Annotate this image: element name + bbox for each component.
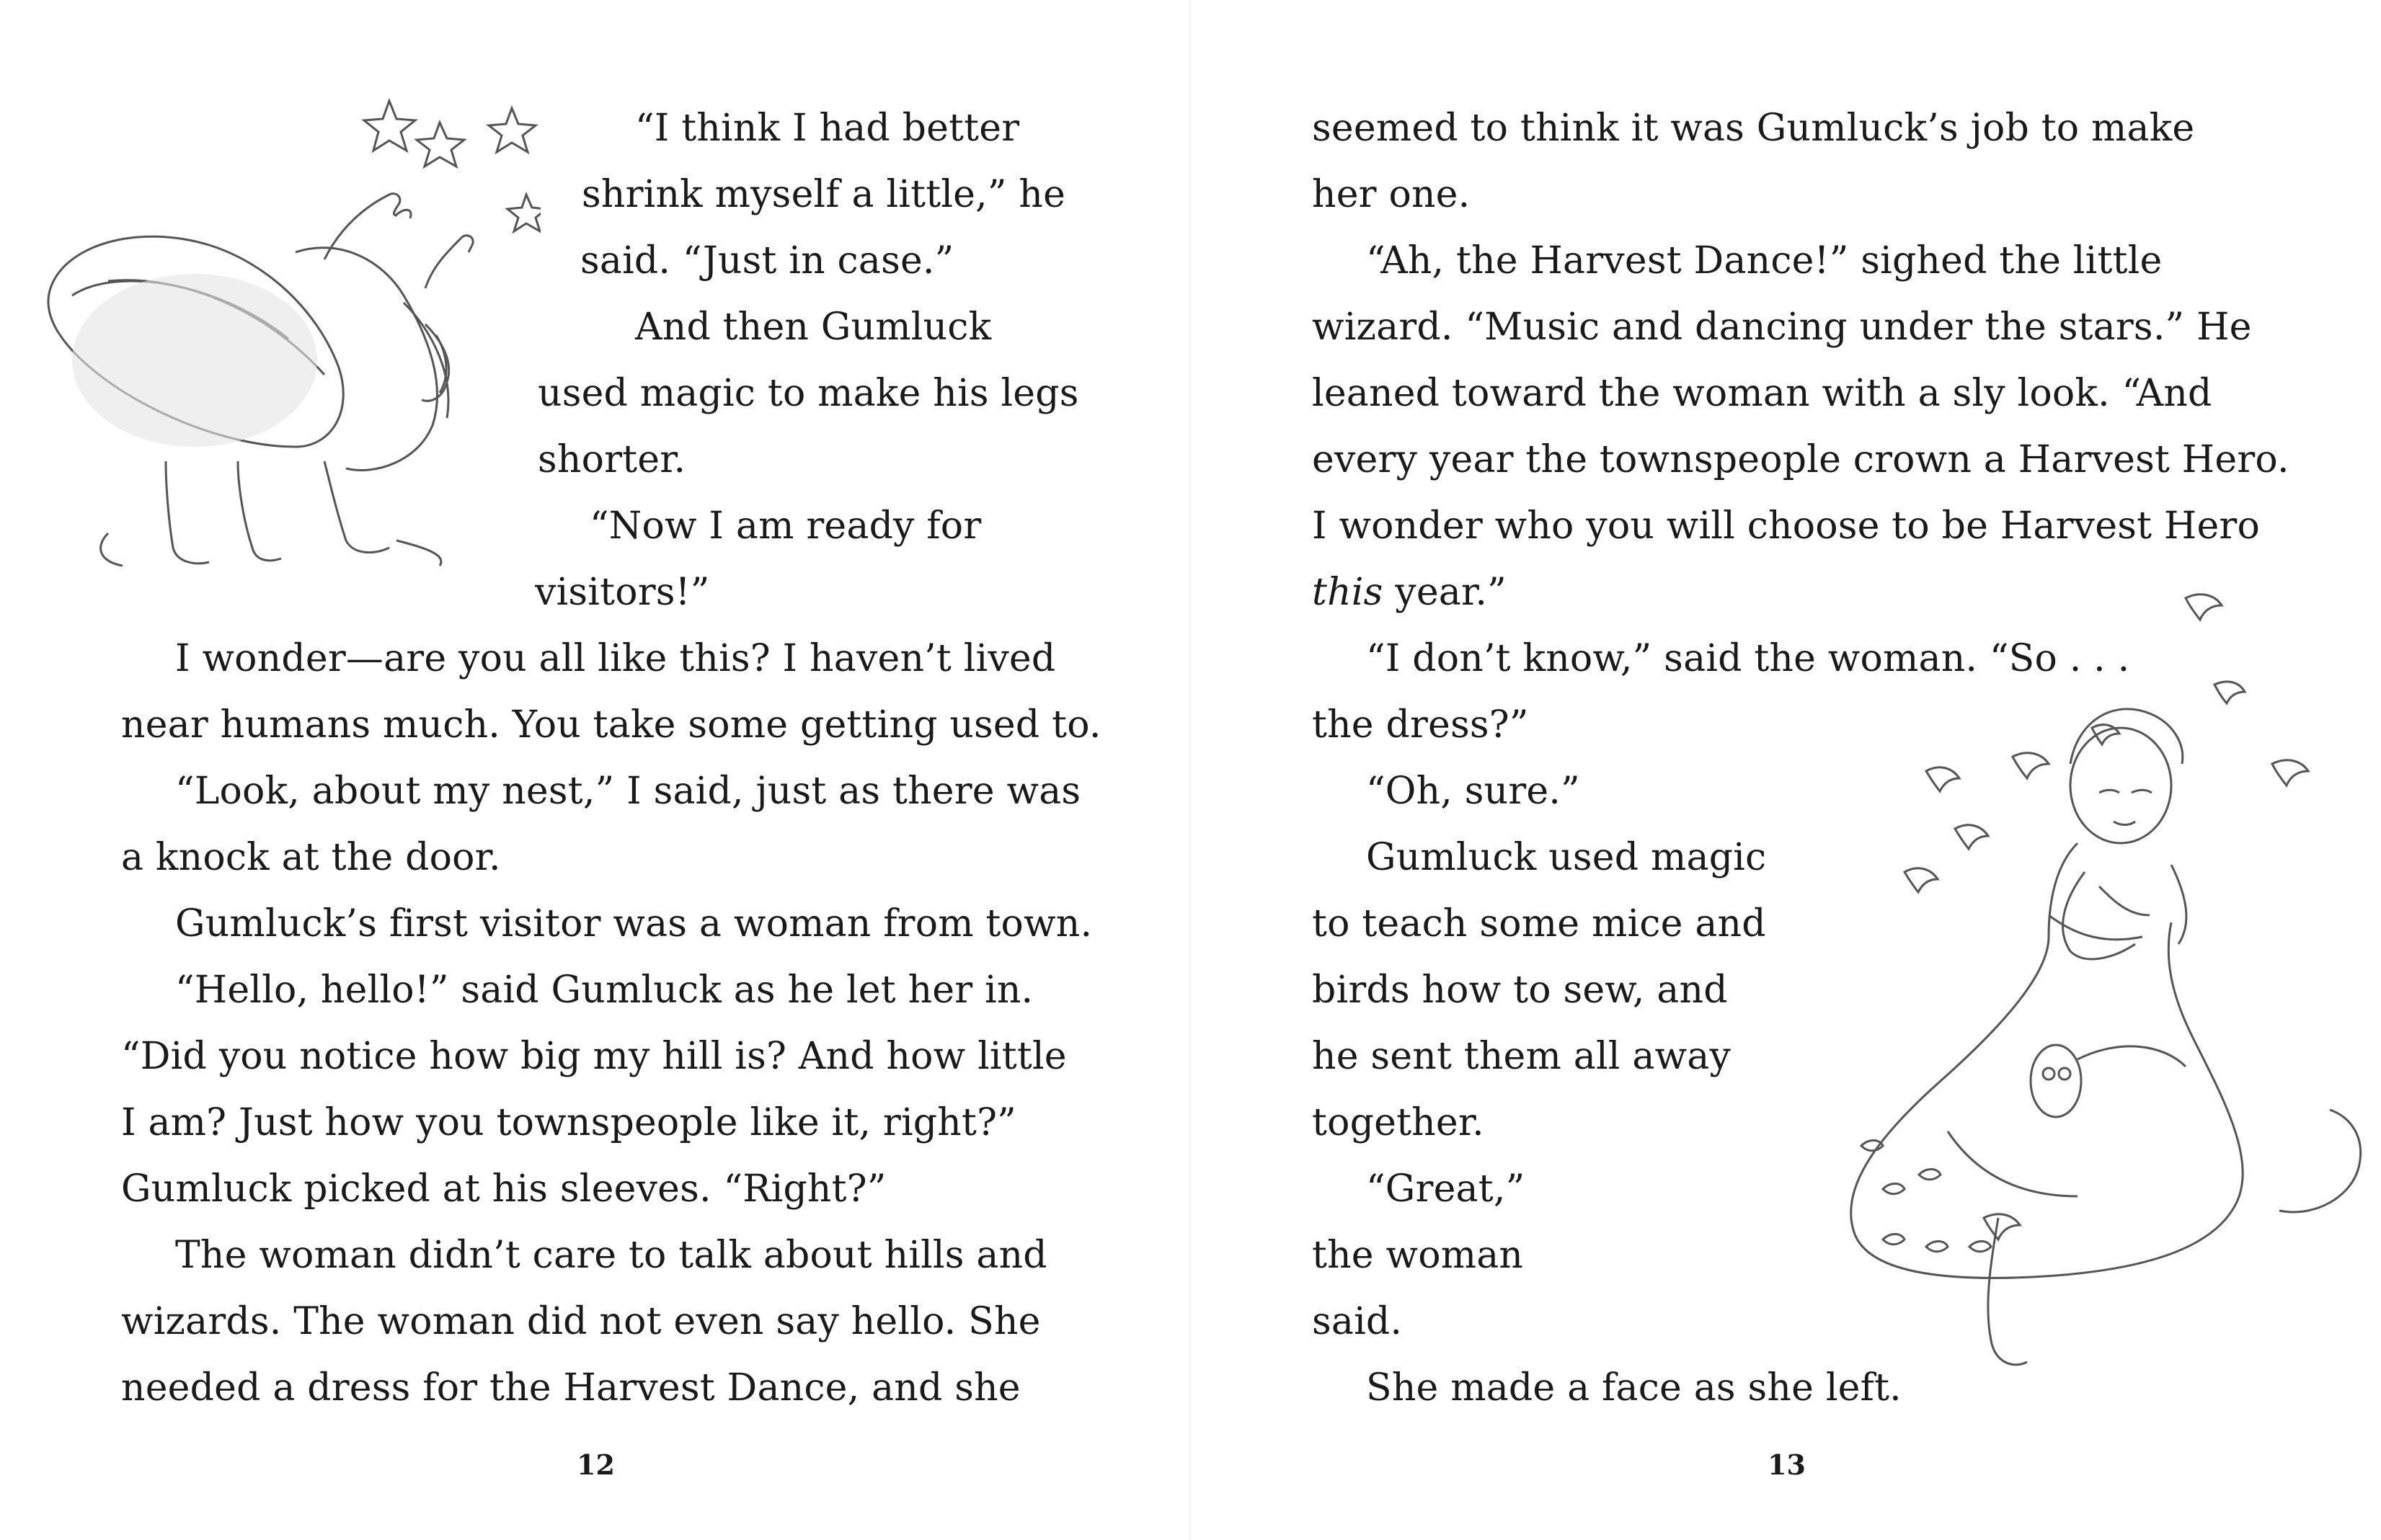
left-line-7: “Now I am ready for bbox=[590, 504, 982, 548]
right-line-12: Gumluck used magic bbox=[1366, 836, 1767, 879]
right-line-9: “I don’t know,” said the woman. “So . . . bbox=[1366, 637, 2130, 680]
right-line-19: said. bbox=[1312, 1300, 1403, 1343]
left-line-20: needed a dress for the Harvest Dance, and she bbox=[121, 1366, 1021, 1410]
left-line-15: “Did you notice how big my hill is? And how little bbox=[121, 1035, 1067, 1078]
left-line-13: Gumluck’s first visitor was a woman from town. bbox=[175, 902, 1093, 945]
left-line-16: I am? Just how you townspeople like it, right?” bbox=[121, 1101, 1016, 1144]
page-number-left: 12 bbox=[577, 1448, 615, 1481]
left-line-5: used magic to make his legs bbox=[538, 372, 1079, 415]
left-line-8: visitors!” bbox=[535, 571, 710, 614]
right-line-2: her one. bbox=[1312, 173, 1471, 216]
left-line-12: a knock at the door. bbox=[121, 836, 501, 879]
left-line-14: “Hello, hello!” said Gumluck as he let her in. bbox=[175, 969, 1034, 1012]
right-line-17: “Great,” bbox=[1366, 1167, 1525, 1211]
left-line-9: I wonder—are you all like this? I haven’t lived bbox=[175, 637, 1056, 680]
left-line-6: shorter. bbox=[538, 438, 686, 481]
left-line-19: wizards. The woman did not even say hello. She bbox=[121, 1300, 1041, 1343]
right-line-8-text: year.” bbox=[1395, 571, 1507, 614]
right-line-6: every year the townspeople crown a Harvest Hero. bbox=[1312, 438, 2289, 481]
italic-word: this bbox=[1312, 571, 1383, 614]
wizard-illustration bbox=[22, 86, 541, 598]
left-line-10: near humans much. You take some getting used to. bbox=[121, 703, 1101, 747]
right-line-1: seemed to think it was Gumluck’s job to make bbox=[1312, 107, 2195, 150]
left-line-3: said. “Just in case.” bbox=[580, 239, 954, 282]
right-line-11: “Oh, sure.” bbox=[1366, 770, 1580, 813]
right-line-15: he sent them all away bbox=[1312, 1035, 1732, 1078]
right-line-3: “Ah, the Harvest Dance!” sighed the little bbox=[1366, 239, 2163, 282]
right-line-10: the dress?” bbox=[1312, 703, 1529, 747]
left-line-11: “Look, about my nest,” I said, just as there was bbox=[175, 770, 1081, 813]
right-line-16: together. bbox=[1312, 1101, 1484, 1144]
left-line-2: shrink myself a little,” he bbox=[582, 173, 1066, 216]
left-line-17: Gumluck picked at his sleeves. “Right?” bbox=[121, 1167, 887, 1211]
right-line-7: I wonder who you will choose to be Harvest Hero bbox=[1312, 504, 2260, 548]
right-line-14: birds how to sew, and bbox=[1312, 969, 1728, 1012]
left-page bbox=[0, 0, 1190, 1540]
left-line-1: “I think I had better bbox=[635, 107, 1020, 150]
right-line-18: the woman bbox=[1312, 1234, 1524, 1277]
right-line-4: wizard. “Music and dancing under the stars.” He bbox=[1312, 306, 2252, 349]
right-page bbox=[1191, 0, 2381, 1540]
left-line-18: The woman didn’t care to talk about hills and bbox=[175, 1234, 1047, 1277]
right-line-20: She made a face as she left. bbox=[1366, 1366, 1902, 1410]
right-line-8 bbox=[1312, 571, 1507, 614]
right-line-5: leaned toward the woman with a sly look. “And bbox=[1312, 372, 2212, 415]
left-line-4: And then Gumluck bbox=[635, 306, 992, 349]
page-number-right: 13 bbox=[1768, 1448, 1806, 1481]
right-line-13: to teach some mice and bbox=[1312, 902, 1766, 945]
